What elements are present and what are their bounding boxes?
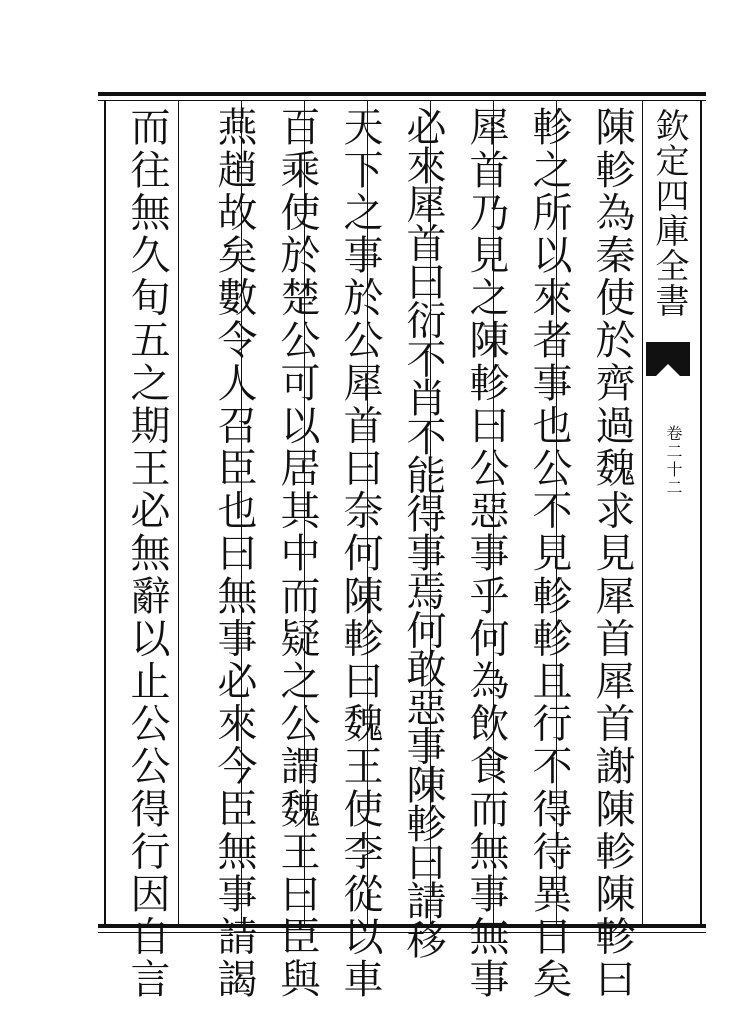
- top-rule-thick: [98, 92, 706, 96]
- text-column-3: 犀首乃見之陳軫曰公惡事乎何為飲食而無事無事: [463, 106, 509, 1001]
- right-border: [700, 100, 702, 926]
- top-rule-thin: [98, 100, 706, 101]
- left-border: [104, 100, 106, 926]
- text-column-2: 軫之所以來者事也公不見軫軫且行不得待異日矣: [526, 106, 572, 1001]
- text-column-7: 燕趙故矣數令人召臣也曰無事必來今臣無事請謁: [211, 106, 257, 1001]
- text-column-6: 百乘使於楚公可以居其中而疑之公謂魏王曰臣與: [274, 106, 320, 1001]
- text-column-4: 必來犀首曰衍不肖不能得事焉何敢惡事陳軫曰請移: [400, 106, 446, 958]
- text-column-8: 而往無久旬五之期王必無辭以止公公得行因自言: [124, 106, 170, 1001]
- banxin-line: [642, 100, 643, 926]
- volume-label: 卷二十二: [664, 425, 683, 497]
- text-column-5: 天下之事於公犀首曰奈何陳軫曰魏王使李從以車: [337, 106, 383, 1001]
- fish-tail-mark-icon: [646, 342, 690, 376]
- text-column-1: 陳軫為秦使於齊過魏求見犀首犀首謝陳軫陳軫曰: [589, 106, 635, 1001]
- column-separator: [178, 100, 179, 926]
- book-title: 欽定四庫全書: [649, 108, 689, 318]
